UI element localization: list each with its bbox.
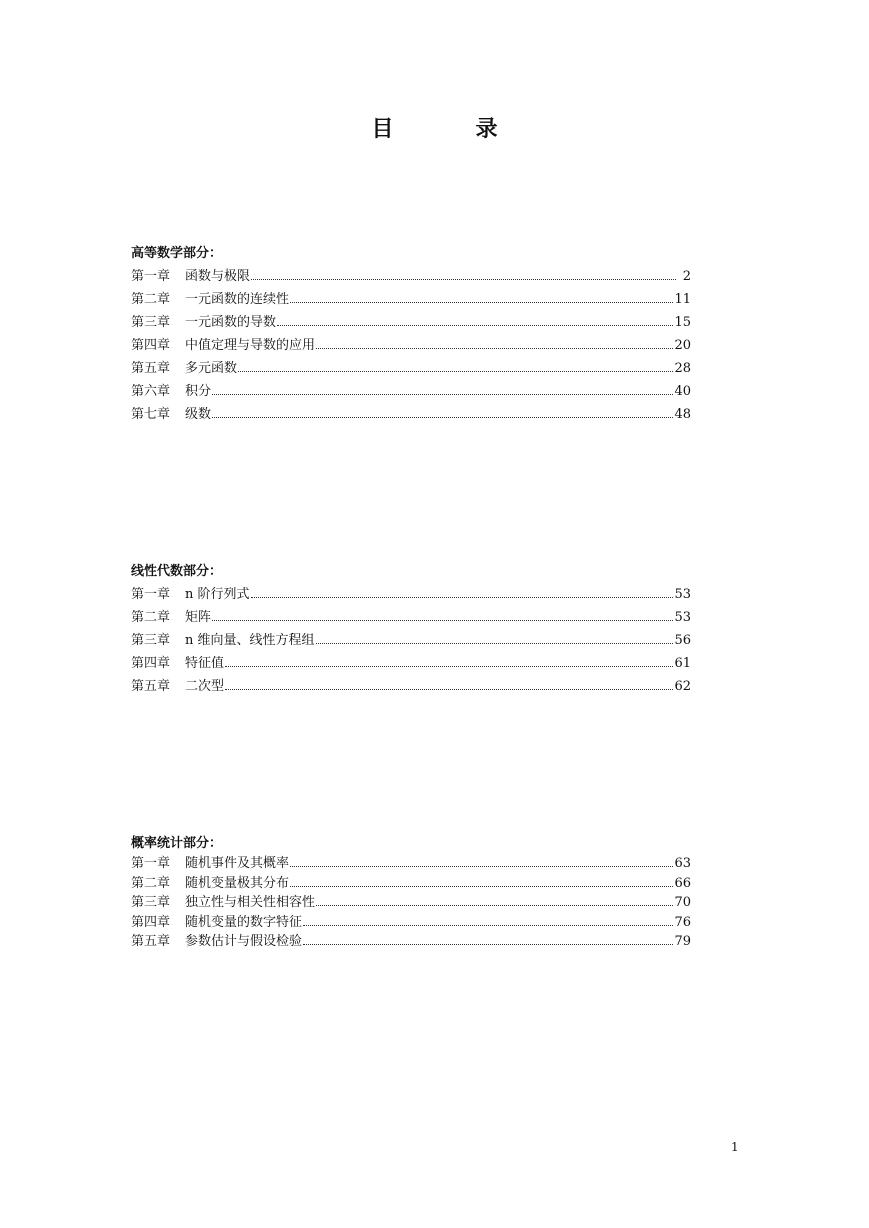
- toc-entry[interactable]: [131, 652, 691, 675]
- chapter-title: 级数: [185, 407, 212, 422]
- page-ref: 56: [674, 633, 691, 648]
- chapter-label: 第一章: [131, 269, 171, 284]
- dot-leader: [212, 417, 673, 418]
- toc-section-advanced-math: [131, 243, 691, 426]
- chapter-label: 第二章: [131, 292, 171, 307]
- page-ref: 2: [682, 269, 691, 284]
- toc-entry[interactable]: [131, 675, 691, 698]
- toc-entry[interactable]: [131, 311, 691, 334]
- dot-leader: [251, 279, 676, 280]
- toc-entry[interactable]: [131, 629, 691, 652]
- chapter-title: 随机变量极其分布: [185, 875, 290, 891]
- chapter-title: 中值定理与导数的应用: [185, 338, 316, 353]
- chapter-label: 第三章: [131, 633, 171, 648]
- section-heading: 高等数学部分：: [131, 246, 223, 261]
- chapter-label: 第三章: [131, 895, 171, 910]
- toc-entry[interactable]: [131, 403, 691, 426]
- toc-title: 目 录: [371, 116, 528, 142]
- page-ref: 61: [674, 656, 691, 671]
- toc-entry[interactable]: [131, 913, 691, 933]
- toc-entry[interactable]: [131, 854, 691, 874]
- dot-leader: [316, 905, 673, 906]
- chapter-title: n 维向量、线性方程组: [185, 633, 315, 648]
- chapter-label: 第二章: [131, 875, 171, 891]
- toc-entry[interactable]: [131, 288, 691, 311]
- chapter-title: 积分: [185, 384, 212, 399]
- chapter-title: 特征值: [185, 656, 225, 671]
- chapter-label: 第四章: [131, 656, 171, 671]
- chapter-title: n 阶行列式: [185, 587, 250, 602]
- chapter-label: 第四章: [131, 914, 171, 930]
- dot-leader: [277, 325, 673, 326]
- toc-entry[interactable]: [131, 606, 691, 629]
- chapter-label: 第五章: [131, 361, 171, 376]
- toc-section-probability-statistics: [131, 834, 691, 952]
- dot-leader: [316, 643, 674, 644]
- chapter-title: 独立性与相关性相容性: [185, 895, 316, 910]
- section-heading: 概率统计部分：: [131, 836, 223, 851]
- page-ref: 79: [674, 934, 691, 949]
- dot-leader: [238, 371, 673, 372]
- dot-leader: [212, 394, 673, 395]
- chapter-title: 一元函数的连续性: [185, 292, 290, 307]
- page-ref: 40: [674, 384, 691, 399]
- page-ref: 15: [674, 315, 691, 330]
- toc-section-linear-algebra: [131, 561, 691, 698]
- dot-leader: [212, 620, 673, 621]
- chapter-label: 第四章: [131, 338, 171, 353]
- chapter-label: 第一章: [131, 856, 171, 871]
- toc-entry[interactable]: [131, 265, 691, 288]
- toc-entry[interactable]: [131, 357, 691, 380]
- dot-leader: [225, 666, 673, 667]
- chapter-title: 矩阵: [185, 610, 212, 625]
- toc-entry[interactable]: [131, 893, 691, 913]
- toc-entry[interactable]: [131, 334, 691, 357]
- page-ref: 76: [674, 914, 691, 930]
- page-ref: 53: [674, 587, 691, 602]
- page-ref: 48: [674, 407, 691, 422]
- dot-leader: [316, 348, 673, 349]
- chapter-title: 二次型: [185, 679, 225, 694]
- page-ref: 53: [674, 610, 691, 625]
- chapter-label: 第五章: [131, 934, 171, 949]
- chapter-label: 第五章: [131, 679, 171, 694]
- dot-leader: [225, 689, 673, 690]
- chapter-label: 第二章: [131, 610, 171, 625]
- chapter-title: 随机变量的数字特征: [185, 914, 303, 930]
- page-ref: 70: [674, 895, 691, 910]
- chapter-title: 参数估计与假设检验: [185, 934, 303, 949]
- chapter-label: 第六章: [131, 384, 171, 399]
- section-heading: 线性代数部分：: [131, 564, 223, 579]
- toc-entry[interactable]: [131, 380, 691, 403]
- dot-leader: [303, 944, 673, 945]
- dot-leader: [251, 597, 674, 598]
- page-ref: 20: [674, 338, 691, 353]
- chapter-title: 一元函数的导数: [185, 315, 277, 330]
- dot-leader: [290, 302, 673, 303]
- page-ref: 11: [674, 292, 691, 307]
- chapter-label: 第三章: [131, 315, 171, 330]
- page-ref: 63: [674, 856, 691, 871]
- page-ref: 28: [674, 361, 691, 376]
- chapter-label: 第一章: [131, 587, 171, 602]
- chapter-title: 多元函数: [185, 361, 238, 376]
- dot-leader: [290, 866, 673, 867]
- toc-entry[interactable]: [131, 583, 691, 606]
- page-ref: 66: [674, 875, 691, 891]
- chapter-label: 第七章: [131, 407, 171, 422]
- toc-entry[interactable]: [131, 932, 691, 952]
- toc-entry[interactable]: [131, 874, 691, 894]
- chapter-title: 随机事件及其概率: [185, 856, 290, 871]
- page-number: 1: [731, 1140, 739, 1154]
- dot-leader: [290, 886, 673, 887]
- dot-leader: [303, 925, 673, 926]
- chapter-title: 函数与极限: [185, 269, 251, 284]
- page-ref: 62: [674, 679, 691, 694]
